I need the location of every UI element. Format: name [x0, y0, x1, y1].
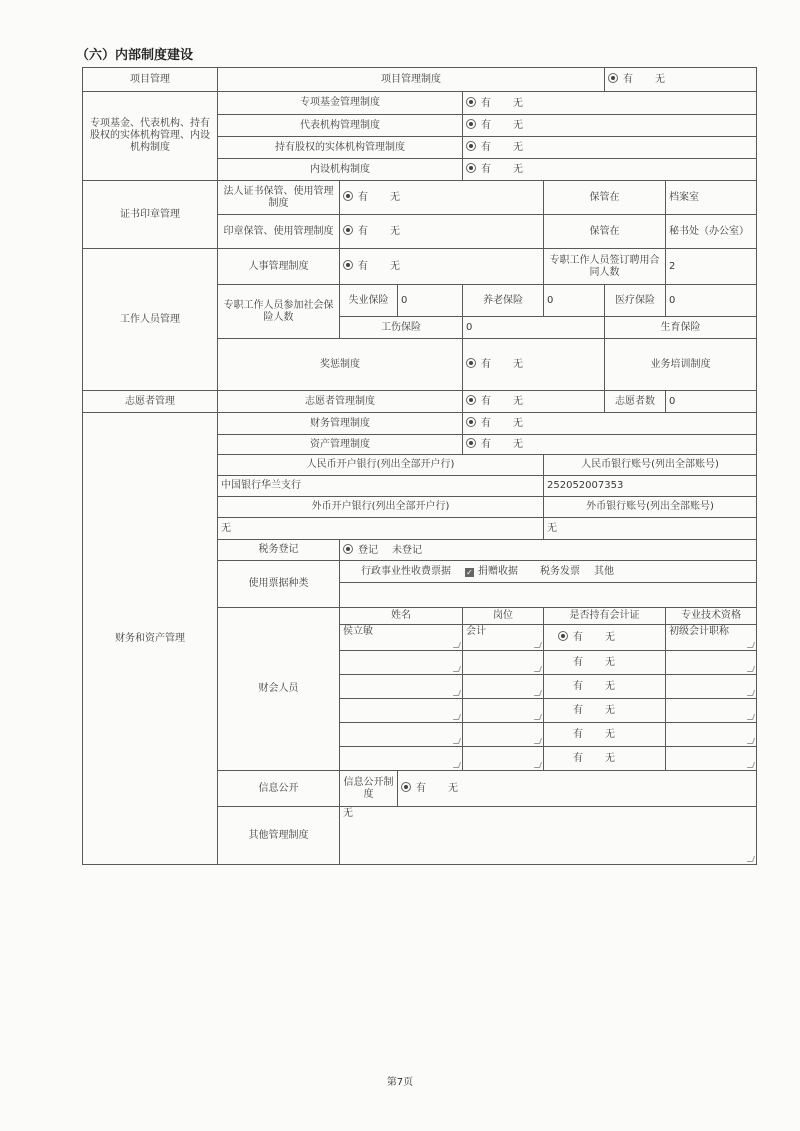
accountant-name[interactable]	[340, 723, 463, 747]
reward-choice[interactable]: 有 无	[463, 339, 605, 391]
fx-account-header: 外币银行账号(列出全部账号)	[544, 497, 757, 518]
row-project	[83, 68, 757, 92]
accountant-qual[interactable]	[666, 699, 757, 723]
fx-account-value[interactable]: 无	[544, 518, 757, 540]
accountant-cert-choice[interactable]: 有 无	[544, 699, 666, 723]
stamp-keeper-value[interactable]: 秘书处（办公室）	[666, 215, 757, 249]
radio-selected-icon[interactable]	[401, 782, 411, 792]
fx-bank-value[interactable]: 无	[218, 518, 544, 540]
medical-value[interactable]: 0	[666, 285, 757, 317]
equity-entity-label: 持有股权的实体机构管理制度	[218, 137, 463, 159]
unemployment-value[interactable]: 0	[398, 285, 463, 317]
representative-label: 代表机构管理制度	[218, 115, 463, 137]
unemployment-label: 失业保险	[340, 285, 398, 317]
project-system-choice[interactable]: 有 无	[605, 68, 757, 92]
asset-system-label: 资产管理制度	[218, 435, 463, 455]
seal-label: 证书印章管理	[83, 181, 218, 249]
accountant-post[interactable]	[463, 699, 544, 723]
accountant-post[interactable]	[463, 747, 544, 771]
accountant-cert-choice[interactable]: 有 无	[544, 651, 666, 675]
accountant-post[interactable]	[463, 675, 544, 699]
info-label: 信息公开	[218, 771, 340, 807]
col-post-header: 岗位	[463, 608, 544, 625]
radio-selected-icon[interactable]	[558, 631, 568, 641]
hr-system-label: 人事管理制度	[218, 249, 340, 285]
accountant-post[interactable]: 会计	[463, 625, 544, 651]
radio-selected-icon[interactable]	[343, 225, 353, 235]
radio-selected-icon[interactable]	[466, 163, 476, 173]
accountant-name[interactable]	[340, 651, 463, 675]
injury-label: 工伤保险	[340, 317, 463, 339]
pension-label: 养老保险	[463, 285, 544, 317]
volunteer-system-choice[interactable]: 有 无	[463, 391, 605, 413]
page-number: 第7页	[386, 1077, 414, 1088]
radio-empty-icon[interactable]	[558, 680, 568, 690]
accountant-qual[interactable]: 初级会计职称	[666, 625, 757, 651]
project-label: 项目管理	[83, 68, 218, 92]
accountant-cert-choice[interactable]: 有 无	[544, 747, 666, 771]
volunteer-label: 志愿者管理	[83, 391, 218, 413]
section-title: （六）内部制度建设	[76, 48, 194, 63]
radio-selected-icon[interactable]	[608, 73, 618, 83]
internal-org-label: 内设机构制度	[218, 159, 463, 181]
radio-selected-icon[interactable]	[343, 260, 353, 270]
tax-choice[interactable]: 登记 未登记	[340, 540, 757, 561]
medical-label: 医疗保险	[605, 285, 666, 317]
col-name-header: 姓名	[340, 608, 463, 625]
stamp-keeper-label: 保管在	[544, 215, 666, 249]
accountant-name[interactable]	[340, 675, 463, 699]
contract-count-label: 专职工作人员签订聘用合同人数	[544, 249, 666, 285]
internal-org-choice[interactable]: 有 无	[463, 159, 757, 181]
rmb-bank-header: 人民币开户银行(列出全部开户行)	[218, 455, 544, 476]
radio-selected-icon[interactable]	[343, 191, 353, 201]
accountant-name[interactable]	[340, 747, 463, 771]
special-fund-choice[interactable]: 有 无	[463, 92, 757, 115]
accountant-qual[interactable]	[666, 675, 757, 699]
radio-selected-icon[interactable]	[466, 438, 476, 448]
rmb-account-header: 人民币银行账号(列出全部账号)	[544, 455, 757, 476]
reward-label: 奖惩制度	[218, 339, 463, 391]
radio-selected-icon[interactable]	[466, 97, 476, 107]
finance-system-choice[interactable]: 有 无	[463, 413, 757, 435]
cert-choice[interactable]: 有 无	[340, 181, 544, 215]
contract-count-value[interactable]: 2	[666, 249, 757, 285]
info-system-label: 信息公开制度	[340, 771, 398, 807]
accountant-cert-choice[interactable]: 有 无	[544, 723, 666, 747]
accountant-cert-choice[interactable]: 有 无	[544, 675, 666, 699]
checkbox-checked-icon[interactable]: ✓	[466, 567, 473, 577]
radio-empty-icon[interactable]	[558, 728, 568, 738]
bill-label: 使用票据种类	[218, 561, 340, 608]
special-label: 专项基金、代表机构、持有股权的实体机构管理、内设机构制度	[83, 92, 218, 181]
cert-keeper-label: 保管在	[544, 181, 666, 215]
maternity-label: 生育保险	[605, 317, 757, 339]
asset-system-choice[interactable]: 有 无	[463, 435, 757, 455]
rmb-account-value[interactable]: 252052007353	[544, 476, 757, 497]
finance-label: 财务和资产管理	[83, 413, 218, 865]
volunteer-count-label: 志愿者数	[605, 391, 666, 413]
equity-entity-choice[interactable]: 有 无	[463, 137, 757, 159]
radio-selected-icon[interactable]	[466, 417, 476, 427]
bill-types: 行政事业性收费票据 ✓ 捐赠收据 税务发票 其他	[340, 561, 757, 583]
radio-selected-icon[interactable]	[466, 358, 476, 368]
cert-keeper-value[interactable]: 档案室	[666, 181, 757, 215]
volunteer-system-label: 志愿者管理制度	[218, 391, 463, 413]
rmb-bank-value[interactable]: 中国银行华兰支行	[218, 476, 544, 497]
row-finance-system	[83, 413, 757, 435]
accountant-cert-choice[interactable]: 有 无	[544, 625, 666, 651]
training-label: 业务培训制度	[605, 339, 757, 391]
radio-empty-icon[interactable]	[558, 656, 568, 666]
radio-selected-icon[interactable]	[343, 544, 353, 554]
radio-selected-icon[interactable]	[466, 119, 476, 129]
row-cert	[83, 181, 757, 215]
col-qual-header: 专业技术资格	[666, 608, 757, 625]
stamp-choice[interactable]: 有 无	[340, 215, 544, 249]
other-value[interactable]: 无	[340, 807, 757, 865]
staff-label: 工作人员管理	[83, 249, 218, 391]
info-system-choice[interactable]: 有 无	[398, 771, 757, 807]
accountant-qual[interactable]	[666, 651, 757, 675]
accountant-qual[interactable]	[666, 747, 757, 771]
fx-bank-header: 外币开户银行(列出全部开户行)	[218, 497, 544, 518]
project-system-label: 项目管理制度	[218, 68, 605, 92]
radio-empty-icon[interactable]	[558, 752, 568, 762]
accountant-name[interactable]	[340, 699, 463, 723]
radio-empty-icon[interactable]	[558, 704, 568, 714]
row-hr	[83, 249, 757, 285]
accountant-qual[interactable]	[666, 723, 757, 747]
accountant-post[interactable]	[463, 723, 544, 747]
stamp-label: 印章保管、使用管理制度	[218, 215, 340, 249]
hr-system-choice[interactable]: 有 无	[340, 249, 544, 285]
internal-system-table	[82, 67, 757, 865]
cert-label: 法人证书保管、使用管理制度	[218, 181, 340, 215]
row-volunteer	[83, 391, 757, 413]
injury-value[interactable]: 0	[463, 317, 605, 339]
tax-label: 税务登记	[218, 540, 340, 561]
representative-choice[interactable]: 有 无	[463, 115, 757, 137]
accountant-name[interactable]: 侯立敏	[340, 625, 463, 651]
bill-other-input[interactable]	[340, 583, 757, 608]
row-special-1	[83, 92, 757, 115]
pension-value[interactable]: 0	[544, 285, 605, 317]
insurance-label: 专职工作人员参加社会保险人数	[218, 285, 340, 339]
special-fund-label: 专项基金管理制度	[218, 92, 463, 115]
finance-system-label: 财务管理制度	[218, 413, 463, 435]
accountant-post[interactable]	[463, 651, 544, 675]
volunteer-count-value[interactable]: 0	[666, 391, 757, 413]
accountant-label: 财会人员	[218, 608, 340, 771]
col-cert-header: 是否持有会计证	[544, 608, 666, 625]
radio-selected-icon[interactable]	[466, 141, 476, 151]
radio-selected-icon[interactable]	[466, 395, 476, 405]
other-label: 其他管理制度	[218, 807, 340, 865]
